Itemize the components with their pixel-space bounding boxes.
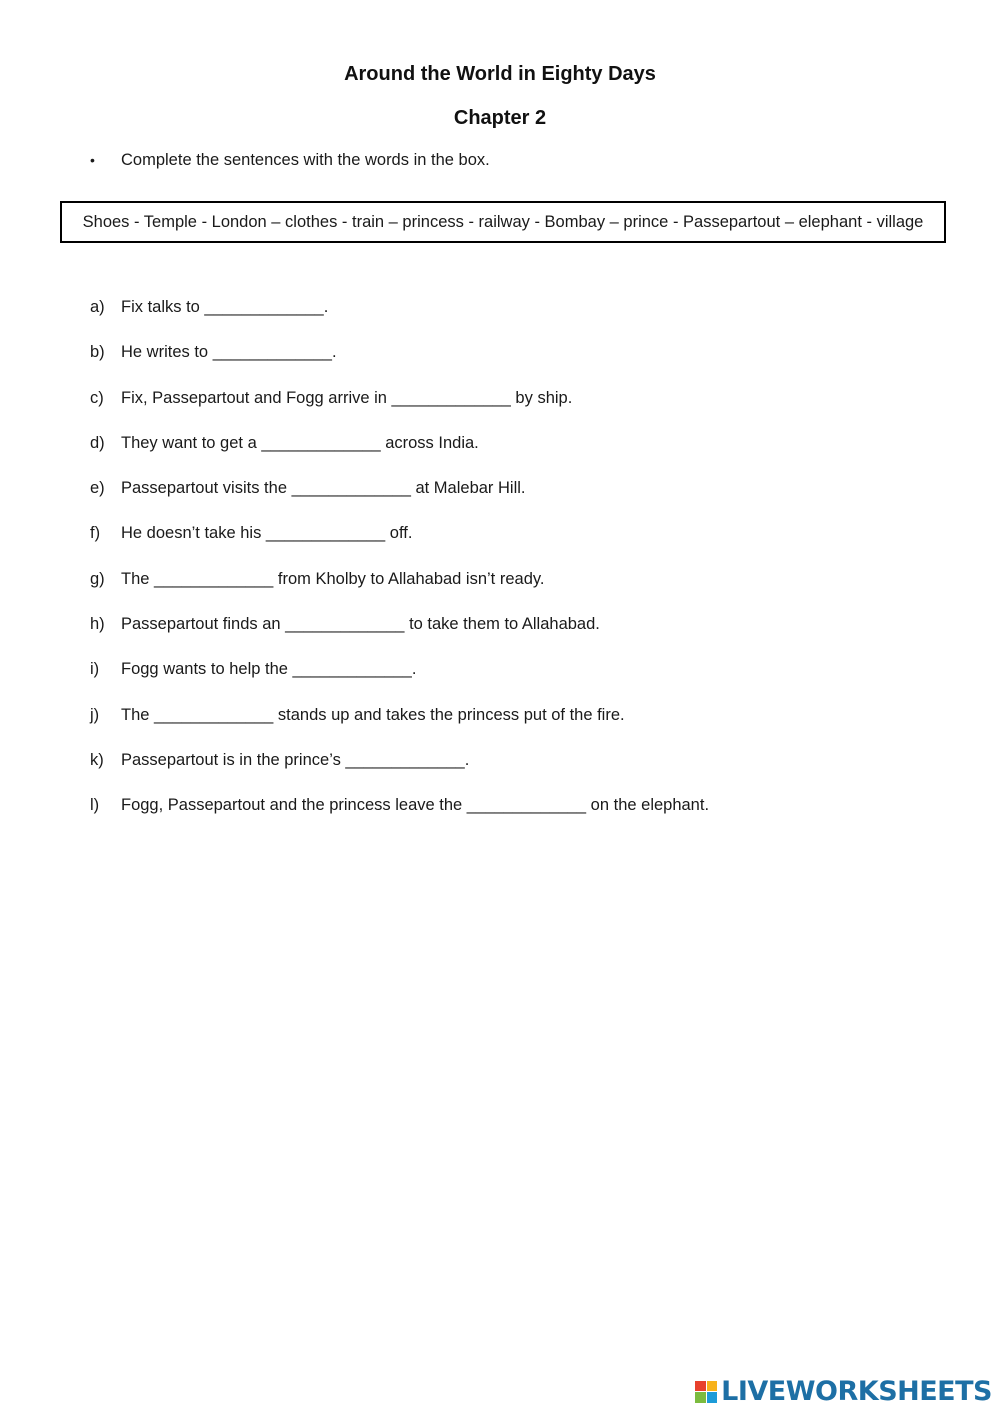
instruction: [90, 151, 490, 170]
logo-text: LIVEWORKSHEETS: [721, 1376, 992, 1407]
question-label: l): [90, 796, 100, 815]
question-label: k): [90, 750, 104, 769]
question-text[interactable]: Fogg wants to help the _____________.: [121, 660, 417, 679]
chapter-heading: Chapter 2: [453, 107, 547, 129]
question-item: [90, 477, 709, 522]
question-text[interactable]: They want to get a _____________ across India.: [121, 433, 479, 452]
question-item: [90, 432, 709, 477]
question-item: [90, 704, 709, 749]
question-text[interactable]: Passepartout finds an _____________ to take them to Allahabad.: [121, 615, 600, 634]
question-text[interactable]: He doesn’t take his _____________ off.: [121, 524, 413, 543]
question-item: [90, 613, 709, 658]
question-label: i): [90, 660, 100, 679]
logo-square: [695, 1392, 706, 1403]
bullet-icon: •: [90, 152, 95, 168]
question-text[interactable]: He writes to _____________.: [121, 343, 337, 362]
word-box-text: Shoes - Temple - London – clothes - train – princess - railway - Bombay – prince - Passepartout – elephant - village: [82, 212, 924, 231]
worksheet-title: Around the World in Eighty Days: [344, 63, 656, 85]
liveworksheets-logo[interactable]: [695, 1376, 992, 1407]
question-label: b): [90, 343, 105, 362]
question-text[interactable]: Passepartout visits the _____________ at Malebar Hill.: [121, 479, 526, 498]
logo-square: [707, 1381, 718, 1392]
question-text[interactable]: Fix talks to _____________.: [121, 298, 329, 316]
question-item: [90, 387, 709, 432]
question-item: [90, 749, 709, 794]
question-label: f): [90, 524, 101, 543]
question-label: e): [90, 479, 105, 498]
question-item: [90, 568, 709, 613]
question-text[interactable]: The _____________ stands up and takes the princess put of the fire.: [121, 705, 625, 724]
question-text[interactable]: The _____________ from Kholby to Allahabad isn’t ready.: [121, 569, 545, 588]
question-item: [90, 341, 709, 386]
instruction-text: Complete the sentences with the words in the box.: [121, 151, 490, 169]
question-item: [90, 658, 709, 703]
question-text[interactable]: Passepartout is in the prince’s _____________.: [121, 750, 470, 769]
question-label: h): [90, 615, 105, 634]
word-box: [60, 201, 946, 243]
logo-grid-icon: [695, 1381, 717, 1403]
question-label: g): [90, 569, 105, 588]
logo-square: [707, 1392, 718, 1403]
question-label: c): [90, 388, 104, 407]
question-item: [90, 522, 709, 567]
question-label: a): [90, 298, 105, 316]
question-text[interactable]: Fogg, Passepartout and the princess leave the _____________ on the elephant.: [121, 796, 710, 815]
question-item: [90, 296, 709, 341]
question-label: j): [90, 705, 100, 724]
question-text[interactable]: Fix, Passepartout and Fogg arrive in _____________ by ship.: [121, 388, 573, 407]
logo-square: [695, 1381, 706, 1392]
question-item: [90, 794, 709, 839]
question-list: [90, 296, 709, 840]
question-label: d): [90, 433, 105, 452]
